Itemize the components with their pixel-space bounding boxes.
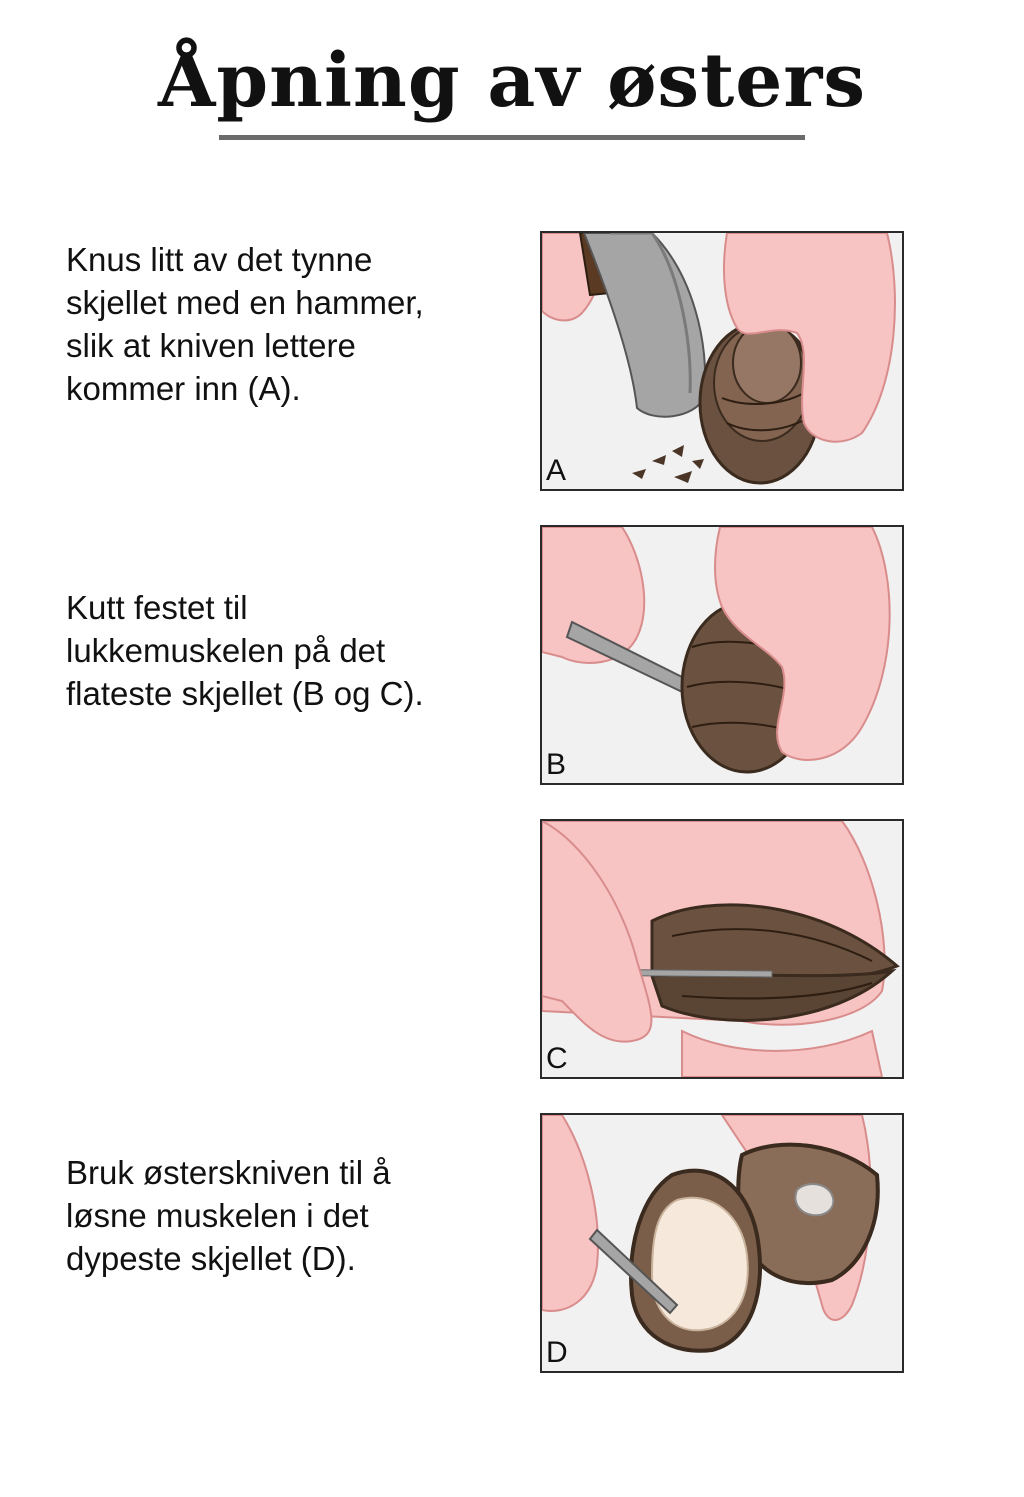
panel-d-label: D [546, 1336, 568, 1369]
panel-a [540, 231, 904, 491]
panel-b-label: B [546, 748, 567, 781]
panel-c-illustration [542, 821, 902, 1077]
step-d-text: Bruk østerskniven til å løsne muskelen i det dypeste skjellet (D). [66, 1154, 391, 1277]
page-title: Åpning av østers [157, 38, 866, 124]
panel-c-label: C [546, 1042, 568, 1075]
panel-c [540, 819, 904, 1079]
panel-a-label: A [546, 454, 567, 487]
step-a-text: Knus litt av det tynne skjellet med en hammer, slik at kniven lettere kommer inn (A). [66, 241, 424, 407]
title-underline [219, 135, 805, 140]
panel-a-illustration [542, 233, 902, 489]
panel-b-illustration [542, 527, 902, 783]
panel-d [540, 1113, 904, 1373]
panel-d-illustration [542, 1115, 902, 1371]
panel-b [540, 525, 904, 785]
step-b-text: Kutt festet til lukkemuskelen på det flateste skjellet (B og C). [66, 589, 424, 712]
